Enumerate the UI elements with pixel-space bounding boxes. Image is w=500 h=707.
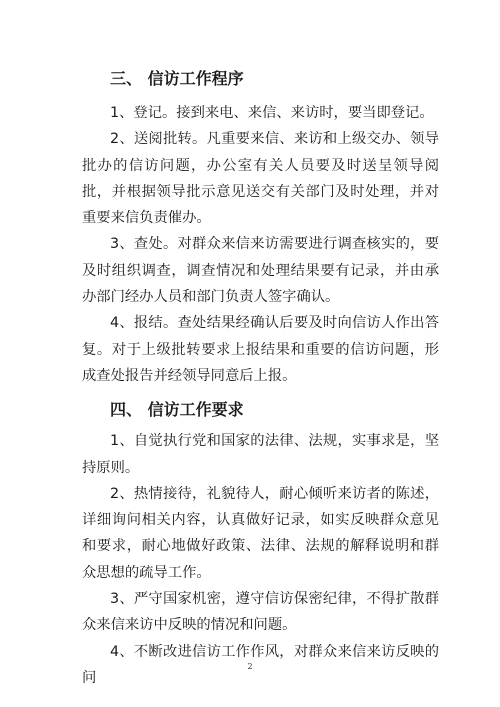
paragraph-reporting: 4、报结。查处结果经确认后要及时向信访人作出答复。对于上级批转要求上报结果和重要的信访问题，形成查处报告并经领导同意后上报。: [82, 315, 439, 384]
paragraph-forwarding: 2、送阅批转。凡重要来信、来访和上级交办、领导批办的信访问题，办公室有关人员要及时送呈领导阅批，并根据领导批示意见送交有关部门及时处理，并对重要来信负责催办。: [82, 131, 439, 227]
page-content: [82, 64, 439, 691]
paragraph-reception: 2、热情接待，礼貌待人，耐心倾听来访者的陈述，详细询问相关内容，认真做好记录，如实反映群众意见和要求，耐心地做好政策、法律、法规的解释说明和群众思想的疏导工作。: [82, 485, 439, 581]
paragraph-confidentiality: 3、严守国家机密，遵守信访保密纪律，不得扩散群众来信来访中反映的情况和问题。: [82, 591, 439, 634]
paragraph-improvement: 4、不断改进信访工作作风，对群众来信来访反映的问: [82, 643, 439, 686]
paragraph-registration: 1、登记。接到来电、来信、来访时，要当即登记。: [110, 105, 434, 121]
paragraph-investigation: 3、查处。对群众来信来访需要进行调查核实的，要及时组织调查，调查情况和处理结果要有记录，并由承办部门经办人员和部门负责人签字确认。: [82, 236, 439, 306]
page-number: 2: [247, 662, 253, 671]
section-heading-procedure: 三、 信访工作程序: [110, 69, 244, 88]
paragraph-law-compliance: 1、自觉执行党和国家的法律、法规，实事求是，坚持原则。: [82, 433, 439, 476]
section-heading-requirements: 四、 信访工作要求: [110, 400, 244, 420]
